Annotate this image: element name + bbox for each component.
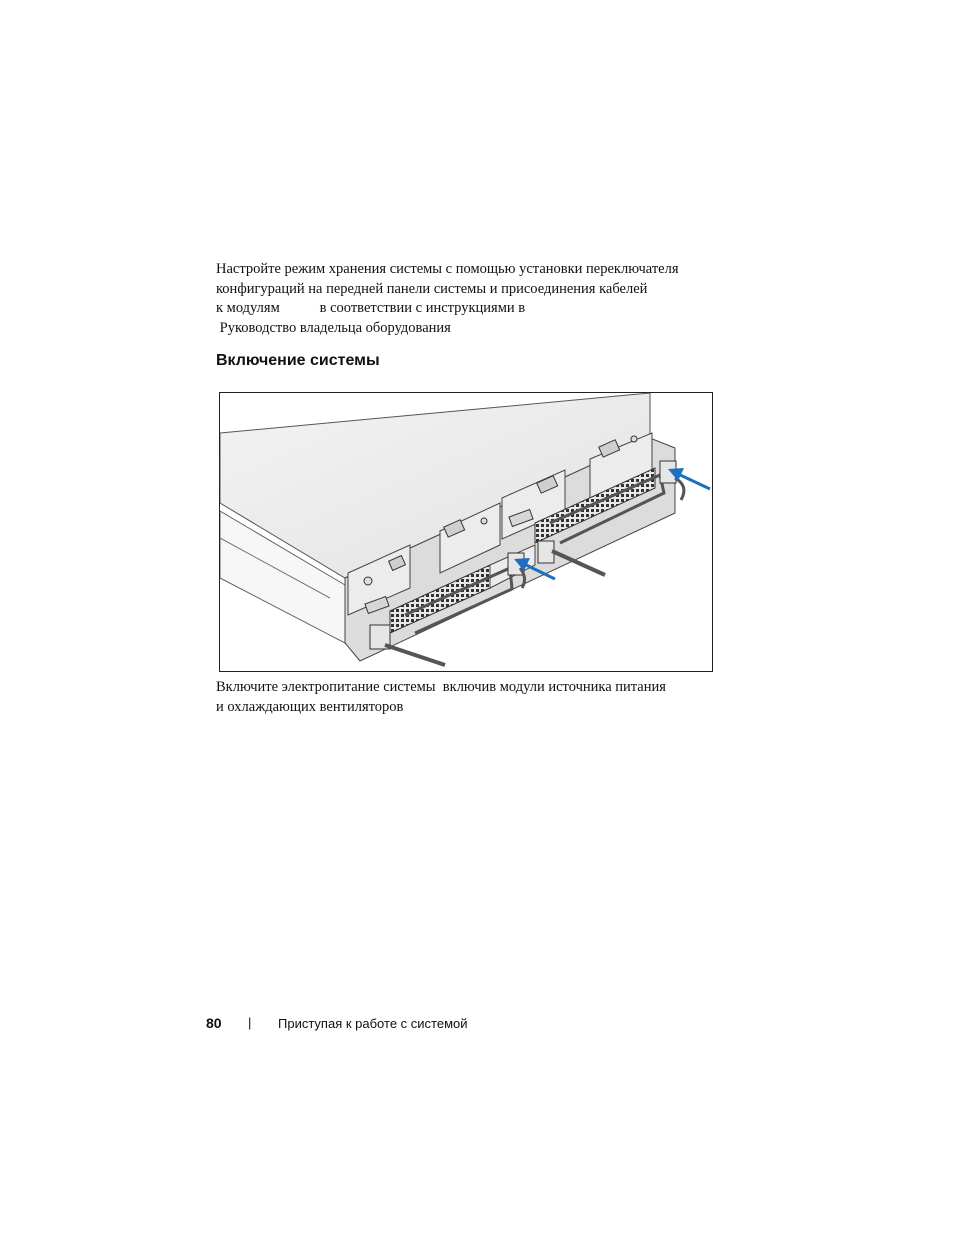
intro-line: к модулям в соответствии с инструкциями в <box>216 300 526 316</box>
instruction-line: и охлаждающих вентиляторов <box>216 698 404 715</box>
intro-line: Настройте режим хранения системы с помощью установки переключателя <box>216 261 679 277</box>
section-heading: Включение системы <box>216 352 380 369</box>
intro-paragraph <box>216 260 736 338</box>
footer-title: Приступая к работе с системой <box>278 1016 468 1031</box>
instruction-line: Включите электропитание системы включив модули источника питания <box>216 679 666 695</box>
intro-line: конфигураций на передней панели системы и присоединения кабелей <box>216 280 648 297</box>
page-number: 80 <box>206 1015 222 1031</box>
intro-line: Руководство владельца оборудования <box>216 319 451 336</box>
power-on-illustration <box>219 392 713 672</box>
instruction-paragraph <box>216 678 736 717</box>
footer-separator: | <box>248 1015 252 1030</box>
